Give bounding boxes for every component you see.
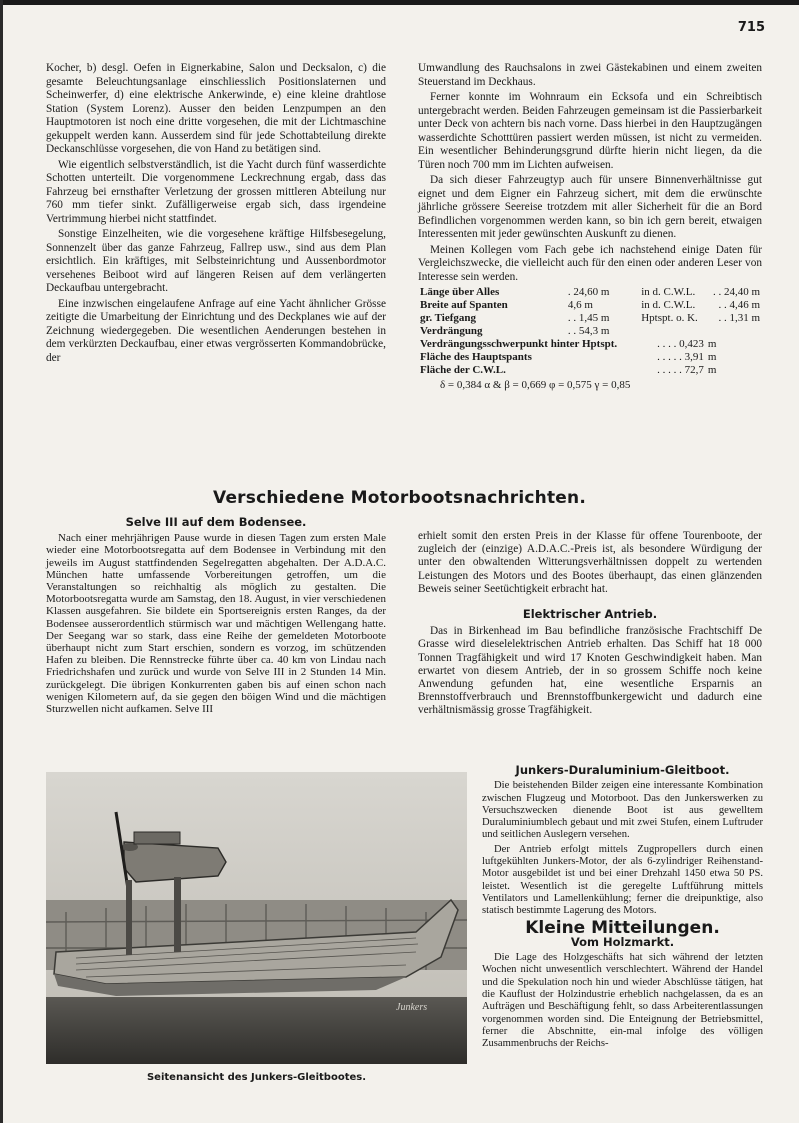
paragraph: Der Antrieb erfolgt mittels Zugpropellers durch einen luftgekühlten Junkers-Motor, der als 6-zylindriger Reihenstand-Motor ausgebildet ist und bei einer Drehzahl 1450 etwa 50 PS. leistet. Wesentlich ist die geregelte Luftführung mittels Ventilators und Lamellenkühlung; ferner die dreipunktige, also statisch bestimmte Lagerung des Motors. (482, 843, 763, 917)
spec-label: Fläche der C.W.L. (420, 364, 506, 376)
paragraph: Kocher, b) desgl. Oefen in Eignerkabine, Salon und Decksalon, c) die gesamte Beleuchtungsanlage einschliesslich Positionslaternen und Scheinwerfer, d) eine elektrische Ankerwinde, e) eine kleine drahtlose Station (System Lorenz). Ausser den beiden Lenzpumpen an den Hauptmotoren ist noch eine dritte vorgesehen, die mit der Lichtmaschine gekuppelt werden kann. Ausserdem sind für jede Schottabteilung direkte Deckanschlüsse vorgesehen, die von Hand zu betätigen sind. (46, 62, 386, 155)
spec-label: Hptspt. o. K. (641, 312, 698, 324)
spec-value: . . . . . 3,91 (657, 351, 704, 363)
article-selve (46, 514, 386, 717)
spec-label: Verdrängungsschwerpunkt hinter Hptspt. (420, 338, 618, 350)
spec-label: in d. C.W.L. (641, 286, 696, 298)
spec-value (706, 325, 762, 338)
spec-row (418, 338, 762, 351)
spec-unit: m (707, 364, 717, 376)
kleine-subtitle: Vom Holzmarkt. (570, 934, 675, 949)
spec-label: in d. C.W.L. (641, 299, 696, 311)
paragraph: erhielt somit den ersten Preis in der Klasse für offene Tourenboote, der zugleich der (einzige) A.D.A.C.-Preis ist, als besondere Würdigung der unter den obwaltenden Witterungsverhältnissen doppelt zu wertenden Leistungen des Motors und des Bootes überhaupt, das einen glänzenden Beweis seiner Seetüchtigkeit erbracht hat. (418, 530, 762, 595)
coefficients-line: δ = 0,384 α & β = 0,669 φ = 0,575 γ = 0,85 (440, 379, 631, 391)
hull-label: Junkers (396, 1002, 428, 1013)
spec-label (639, 325, 706, 338)
spec-value: . . . . 0,423 (657, 338, 704, 350)
paragraph: Ferner konnte im Wohnraum ein Ecksofa und ein Schreibtisch untergebracht werden. Beiden Fahrzeugen gemeinsam ist die Passierbarkeit unter Deck von achtern bis nach vorne. Dass hierbei in den Hauptzugängen wasserdichte Schotttüren passiert werden müssen, ist nicht zu vermeiden. Ein wesentlicher Behinderungsgrund dürfte hierin nicht liegen, da die Türen noch 700 mm im Lichten aufweisen. (418, 91, 762, 171)
spec-value: . . 1,45 m (567, 312, 610, 324)
article-top-right (418, 62, 762, 393)
spec-row (418, 364, 762, 377)
paragraph: Umwandlung des Rauchsalons in zwei Gästekabinen und einem zweiten Steuerstand im Deckhaus. (418, 62, 762, 88)
page-top-edge (0, 0, 799, 5)
photo-caption: Seitenansicht des Junkers-Gleitbootes. (146, 1072, 367, 1083)
spec-row (418, 325, 762, 338)
article-title: Junkers-Duraluminium-Gleitboot. (515, 763, 730, 777)
spec-row (418, 286, 762, 299)
paragraph: Nach einer mehrjährigen Pause wurde in diesen Tagen zum ersten Male wieder eine Motorbootsregatta auf dem Bodensee in Verbindung mit den jeweils im August stattfindenden Segelregatten abgehalten. Der A.D.A.C. München hatte umfassende Vorbereitungen getroffen, um die Veranstaltungen so reichhaltig als möglich zu gestalten. Die Motorbootsregatta wurde am Samstag, den 18. August, in vier verschiedenen Klassen ausgefahren. Sie bildete ein Sportsereignis ersten Ranges, da der Bodensee ausserordentlich stürmisch war und mächtigen Wellengang hatte. Der Seegang war so stark, dass eine Reihe der gemeldeten Motorboote überhaupt nicht zum Start erschien, sondern es vorzog, im schützenden Hafen zu bleiben. Die Rennstrecke führte über ca. 40 km von Lindau nach Friedrichshafen und zurück und wurde von Selve III in 2 Stunden 14 Min. zurückgelegt. Die übrigen Konkurrenten gaben bis auf einen schon nach wenigen Kilometern auf, da sie gegen den böigen Wind und die mächtigen Sturzwellen nicht aufkamen. Selve III (46, 532, 386, 716)
paragraph: Eine inzwischen eingelaufene Anfrage auf eine Yacht ähnlicher Grösse zeitigte die Umarbeitung der Einrichtung und des Deckplanes wie auf der Zeichnung wiedergegeben. Die wesentlichen Aenderungen bestehen in dem verkürzten Deckaufbau, einer etwas vergrösserten Kommandobrücke, der (46, 297, 386, 364)
spec-value: . . . . . 72,7 (657, 364, 704, 376)
article-top-left (46, 62, 386, 367)
spec-unit: m (707, 338, 717, 350)
article-right-middle (418, 530, 762, 720)
page-number: 715 (737, 20, 765, 35)
spec-value: . . 24,40 m (712, 286, 760, 298)
article-title: Elektrischer Antrieb. (522, 607, 658, 622)
spec-row (418, 312, 762, 325)
spec-table (418, 286, 762, 377)
paragraph: Die Lage des Holzgeschäfts hat sich während der letzten Wochen nicht unwesentlich verschlechtert. Während der Handel und die Spekulation noch hin und wieder Abschlüsse tätigen, hat die Kauflust der Holzindustrie erheblich nachgelassen, da es an Aufträgen und Beschäftigung fehlt, so dass Arbeiterentlassungen vorgenommen worden sind. Die Enteignung der Betriebsmittel, ferner die Abschnitte, ein-mal infolge des völligen Zusammenbruchs der Reichs- (482, 952, 763, 1050)
spec-row (418, 351, 762, 364)
spec-label: Verdrängung (420, 325, 483, 337)
spec-value: . . 54,3 m (567, 325, 610, 337)
paragraph: Da sich dieser Fahrzeugtyp auch für unsere Binnenverhältnisse gut eignet und dem Eigner ein Fahrzeug sichert, mit dem die erwünschte jährliche grössere Seereise trotzdem mit aller Sicherheit für die an Bord Befindlichen vorgenommen werden kann, so bin ich gern bereit, etwaigen Interessenten mit jeder gewünschten Auskunft zu dienen. (418, 174, 762, 240)
paragraph: Die beistehenden Bilder zeigen eine interessante Kombination zwischen Flugzeug und Motorboot. Das den Junkerswerken zu Versuchszwecken dienende Boot ist aus gewelltem Duraluminiumblech gebaut und mit zwei Stufen, einem Luftruder und seitlichen Auslegern versehen. (482, 780, 763, 841)
spec-label: Fläche des Hauptspants (420, 351, 532, 363)
spec-value: . . 1,31 m (718, 312, 760, 324)
spec-label: Länge über Alles (420, 286, 500, 298)
paragraph: Sonstige Einzelheiten, wie die vorgesehene kräftige Hilfsbesegelung, Sonnenzelt über das ganze Fahrzeug, Fallrep usw., sind aus dem Plan ersichtlich. Ein kräftiges, mit Selbsteinrichtung und Aussenbordmotor versehenes Beiboot wird auf längeren Reisen auf dem verlängerten Deckaufbau untergebracht. (46, 228, 386, 294)
spec-label: gr. Tiefgang (420, 312, 477, 324)
paragraph: Das in Birkenhead im Bau befindliche französische Frachtschiff De Grasse wird dieselelektrischen Antrieb erhalten. Das Schiff hat 18 000 Tonnen Tragfähigkeit und wird 17 Knoten Geschwindigkeit haben. Man erwartet von diesem Antrieb, der in so grossem Schiffe noch keine Anwendung gefunden hat, eine wesentliche Ersparnis an Brennstoffverbrauch und Brennstoffbunkergewicht und dadurch eine verhältnismässig grosse Tragfähigkeit. (418, 625, 762, 717)
spec-label: Breite auf Spanten (420, 299, 508, 311)
page-left-edge (0, 0, 3, 1123)
spec-value: 4,6 m (567, 299, 593, 311)
article-title: Selve III auf dem Bodensee. (125, 515, 307, 529)
spec-row (418, 299, 762, 312)
paragraph: Meinen Kollegen vom Fach gebe ich nachstehend einige Daten für Vergleichszwecke, die vielleicht auch für den einen oder anderen Leser von Interesse sein werden. (418, 243, 762, 283)
boat-photo (46, 772, 467, 1064)
kleine-title: Kleine Mitteilungen. (525, 917, 720, 938)
article-junkers (482, 762, 763, 1053)
spec-value: . . 4,46 m (718, 299, 760, 311)
spec-unit: m (707, 351, 717, 363)
paragraph: Wie eigentlich selbstverständlich, ist die Yacht durch fünf wasserdichte Schotten unterteilt. Die vorgenommene Leckrechnung ergab, dass das Fahrzeug bei ernsthafter Verletzung der grossen mittleren Abteilung nur 760 mm tiefer sinkt. Zufälligerweise ergab sich, dass irgendeine Vertrimmung hierbei nicht stattfindet. (46, 158, 386, 225)
spec-value: . 24,60 m (567, 286, 610, 298)
section-title: Verschiedene Motorbootsnachrichten. (213, 488, 586, 508)
